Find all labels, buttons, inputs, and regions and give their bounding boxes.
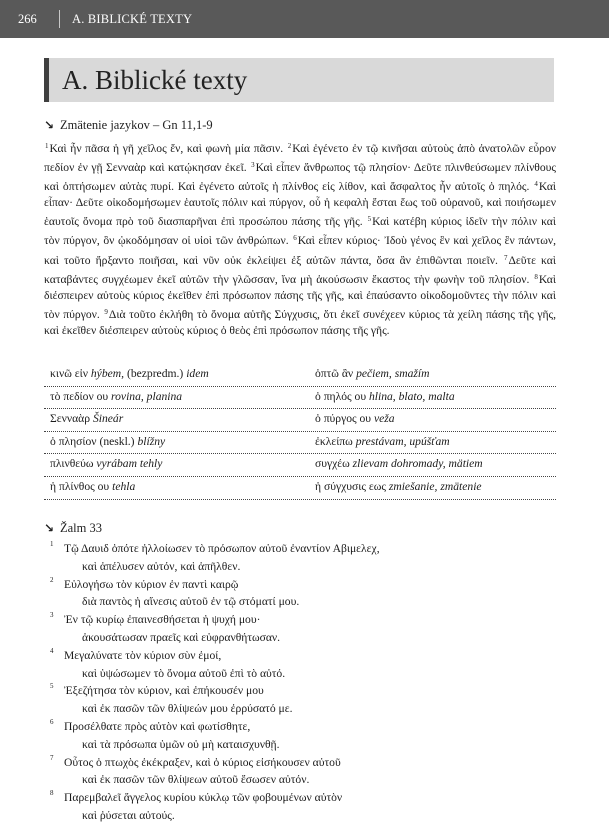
psalm-line xyxy=(44,771,556,789)
psalm-line xyxy=(44,558,556,576)
psalm-line-text: καὶ ἀπέλυσεν αὐτόν, καὶ ἀπῆλθεν. xyxy=(82,559,241,573)
psalm-line-text: Προσέλθατε πρὸς αὐτὸν καὶ φωτίσθητε, xyxy=(64,719,251,733)
psalm-line-text: Τῷ Δαυιδ ὁπότε ἠλλοίωσεν τὸ πρόσωπον αὐτοῦ ἐναντίον Αβιμελεχ, xyxy=(64,542,380,555)
psalm-line-text: καὶ τὰ πρόσωπα ὑμῶν οὐ μὴ καταισχυνθῇ. xyxy=(82,737,280,751)
vocab-greek-word: ἡ σύγχυσις εως xyxy=(315,479,386,493)
passage2-heading: Žalm 33 xyxy=(60,521,103,535)
passage2-heading-row xyxy=(44,521,102,536)
vocab-row xyxy=(44,432,556,455)
verse-number: 9 xyxy=(104,307,108,316)
vocab-left-entry xyxy=(50,480,135,493)
vocab-left-entry xyxy=(50,435,165,448)
verse-number: 1 xyxy=(45,142,49,150)
vocab-right-entry xyxy=(315,480,482,493)
vocab-translation: blížny xyxy=(137,434,166,448)
vocab-left-entry xyxy=(50,390,182,403)
vocab-translation: hýbem, xyxy=(90,367,125,380)
verse-number: 6 xyxy=(50,717,54,726)
psalm-line xyxy=(44,629,556,647)
vocab-right-entry xyxy=(315,435,450,448)
psalm-line-text: ἀκουσάτωσαν πραεῖς καὶ εὐφρανθήτωσαν. xyxy=(82,630,281,644)
verse-number: 3 xyxy=(50,611,54,620)
psalm-line-text: καὶ ὑψώσωμεν τὸ ὄνομα αὐτοῦ ἐπὶ τὸ αὐτό. xyxy=(82,666,286,680)
psalm-line-text: Ἐν τῷ κυρίῳ ἐπαινεσθήσεται ἡ ψυχή μου· xyxy=(64,613,261,627)
header-divider xyxy=(59,10,60,28)
vocab-right-entry xyxy=(315,457,483,470)
passage1-heading-row xyxy=(44,118,213,133)
vocab-translation: veža xyxy=(373,412,395,426)
section-title: A. Biblické texty xyxy=(62,65,248,95)
verse-number: 5 xyxy=(367,215,372,224)
vocab-translation: Šineár xyxy=(92,412,124,426)
vocab-greek-word: ὀπτῶ ἂν xyxy=(315,367,354,380)
psalm-line xyxy=(44,789,556,807)
psalm-line xyxy=(44,611,556,629)
psalm-line xyxy=(44,540,556,558)
vocab-translation: vyrábam tehly xyxy=(96,457,163,471)
psalm-line xyxy=(44,682,556,700)
verse-text: Δεῦτε καὶ καταβάντες συγχέωμεν ἐκεῖ αὐτῶν τὴν γλῶσσαν, ἵνα μὴ ἀκούσωσιν ἕκαστος τὴν φωνὴν τοῦ πλησίον. xyxy=(44,253,556,286)
verse-text: Καὶ κατέβη κύριος ἰδεῖν τὴν πόλιν καὶ τὸν πύργον, ὃν ᾠκοδόμησαν οἱ υἱοὶ τῶν ἀνθρώπων. xyxy=(44,215,556,248)
vocab-translation: rovina, planina xyxy=(111,389,183,403)
vocab-left-entry xyxy=(50,412,123,425)
vocab-note: (bezpredm.) xyxy=(126,367,184,380)
psalm-line-text: καὶ ἐκ πασῶν τῶν θλίψεων αὐτοῦ ἔσωσεν αὐτόν. xyxy=(82,773,310,787)
psalm-passage xyxy=(44,540,556,825)
verse-text: Καὶ ἐγένετο ἐν τῷ κινῆσαι αὐτοὺς ἀπὸ ἀνατολῶν εὗρον πεδίον ἐν γῇ Σενναὰρ καὶ κατῴκησαν ἐκεῖ. xyxy=(44,142,556,175)
vocab-greek-word: τὸ πεδίον ου xyxy=(50,389,109,403)
verse-number: 4 xyxy=(50,646,54,655)
vocab-translation: idem xyxy=(186,367,209,380)
vocab-left-entry xyxy=(50,367,209,380)
running-header xyxy=(0,0,609,38)
verse-number: 8 xyxy=(534,272,538,281)
vocab-greek-word: πλινθεύω xyxy=(50,457,94,471)
section-accent-bar xyxy=(44,58,49,102)
psalm-line-text: διὰ παντὸς ἡ αἴνεσις αὐτοῦ ἐν τῷ στόματί μου. xyxy=(82,595,300,609)
vocab-row xyxy=(44,477,556,500)
vocab-translation: hlina, blato, malta xyxy=(368,389,455,403)
vocab-note: (neskl.) xyxy=(99,434,135,448)
vocab-greek-word: ἡ πλίνθος ου xyxy=(50,479,110,493)
vocab-translation: prestávam, upúšťam xyxy=(355,434,450,448)
psalm-line-text: Παρεμβαλεῖ ἄγγελος κυρίου κύκλῳ τῶν φοβουμένων αὐτὸν xyxy=(64,791,343,805)
genesis-passage xyxy=(44,138,556,339)
verse-number: 1 xyxy=(50,540,54,548)
psalm-line xyxy=(44,718,556,736)
arrow-down-right-icon: ↘ xyxy=(44,521,55,535)
passage1-heading: Zmätenie jazykov – Gn 11,1-9 xyxy=(60,118,213,132)
psalm-line-text: καὶ ῥύσεται αὐτούς. xyxy=(82,808,175,822)
vocab-greek-word: συγχέω xyxy=(315,457,350,471)
vocab-greek-word: ὁ πύργος ου xyxy=(315,412,372,426)
vocab-right-entry xyxy=(315,390,455,403)
verse-number: 6 xyxy=(293,234,297,243)
vocab-translation: pečiem, smažím xyxy=(356,367,430,380)
verse-number: 7 xyxy=(50,753,54,762)
vocab-right-entry xyxy=(315,367,429,380)
vocab-greek-word: ὁ πλησίον xyxy=(50,434,97,448)
vocab-greek-word: Σενναὰρ xyxy=(50,412,91,426)
running-title: A. BIBLICKÉ TEXTY xyxy=(72,12,193,26)
verse-number: 8 xyxy=(50,789,54,798)
psalm-line-text: Οὗτος ὁ πτωχὸς ἐκέκραξεν, καὶ ὁ κύριος εἰσήκουσεν αὐτοῦ xyxy=(64,755,341,769)
verse-number: 4 xyxy=(534,180,538,189)
psalm-line xyxy=(44,647,556,665)
verse-text: Καὶ ἦν πᾶσα ἡ γῆ χεῖλος ἕν, καὶ φωνὴ μία πᾶσιν. xyxy=(49,142,284,155)
vocab-row xyxy=(44,364,556,387)
vocab-left-entry xyxy=(50,457,162,470)
verse-text: Καὶ εἶπεν ἄνθρωπος τῷ πλησίον· Δεῦτε πλινθεύσωμεν πλίνθους καὶ ὀπτήσωμεν αὐτὰς πυρί. Καὶ ἐγένετο αὐτοῖς ἡ πλίνθος εἰς λίθον, καὶ ἄσφαλτος ἦν αὐτοῖς ὁ πηλός. xyxy=(44,161,556,194)
vocabulary-table xyxy=(44,364,556,500)
page-number: 266 xyxy=(18,12,37,26)
psalm-line xyxy=(44,700,556,718)
psalm-line xyxy=(44,807,556,825)
verse-number: 3 xyxy=(251,161,255,170)
verse-text: Διὰ τοῦτο ἐκλήθη τὸ ὄνομα αὐτῆς Σύγχυσις, ὅτι ἐκεῖ συνέχεεν κύριος τὰ χείλη πάσης τῆς γῆς, καὶ ἐκεῖθεν διέσπειρεν αὐτοὺς κύριος ὁ θεὸς ἐπὶ πρόσωπον πάσης τῆς γῆς. xyxy=(44,307,556,337)
psalm-line-text: Ἐξεζήτησα τὸν κύριον, καὶ ἐπήκουσέν μου xyxy=(64,684,264,698)
psalm-line xyxy=(44,736,556,754)
arrow-down-right-icon: ↘ xyxy=(44,118,55,132)
verse-text: Καὶ εἶπεν κύριος· Ἰδοὺ γένος ἓν καὶ χεῖλος ἓν πάντων, καὶ τοῦτο ἤρξαντο ποιῆσαι, καὶ νῦν οὐκ ἐκλείψει ἐξ αὐτῶν πάντα, ὅσα ἂν ἐπιθῶνται ποιεῖν. xyxy=(44,234,556,267)
vocab-row xyxy=(44,387,556,410)
psalm-line xyxy=(44,593,556,611)
verse-text: Καὶ διέσπειρεν αὐτοὺς κύριος ἐκεῖθεν ἐπὶ πρόσωπον πάσης τῆς γῆς, καὶ ἐπαύσαντο οἰκοδομοῦντες τὴν πόλιν καὶ τὸν πύργον. xyxy=(44,272,556,321)
vocab-translation: zlievam dohromady, mätiem xyxy=(352,457,483,471)
psalm-line-text: Μεγαλύνατε τὸν κύριον σὺν ἐμοί, xyxy=(64,648,222,662)
psalm-line xyxy=(44,754,556,772)
vocab-row xyxy=(44,409,556,432)
vocab-right-entry xyxy=(315,412,395,425)
section-title-box xyxy=(44,58,554,102)
psalm-line xyxy=(44,665,556,683)
vocab-greek-word: ἐκλείπω xyxy=(315,434,353,448)
vocab-greek-word: ὁ πηλός ου xyxy=(315,389,367,403)
psalm-line-text: Εὐλογήσω τὸν κύριον ἐν παντὶ καιρῷ xyxy=(64,577,239,591)
verse-text: Καὶ εἶπαν· Δεῦτε οἰκοδομήσωμεν ἑαυτοῖς πόλιν καὶ πύργον, οὗ ἡ κεφαλὴ ἔσται ἕως τοῦ οὐρανοῦ, καὶ ποιήσωμεν ἑαυτοῖς ὄνομα πρὸ τοῦ διασπαρῆναι ἐπὶ προσώπου πάσης τῆς γῆς. xyxy=(44,180,557,229)
vocab-row xyxy=(44,454,556,477)
vocab-translation: zmiešanie, zmätenie xyxy=(388,479,482,493)
vocab-translation: tehla xyxy=(112,479,136,493)
verse-number: 2 xyxy=(287,142,292,150)
verse-number: 5 xyxy=(50,682,54,691)
psalm-line-text: καὶ ἐκ πασῶν τῶν θλίψεών μου ἐρρύσατό με. xyxy=(82,702,293,716)
verse-number: 2 xyxy=(50,575,54,584)
psalm-line xyxy=(44,576,556,594)
verse-number: 7 xyxy=(503,253,508,262)
vocab-greek-word: κινῶ εἰν xyxy=(50,367,88,380)
